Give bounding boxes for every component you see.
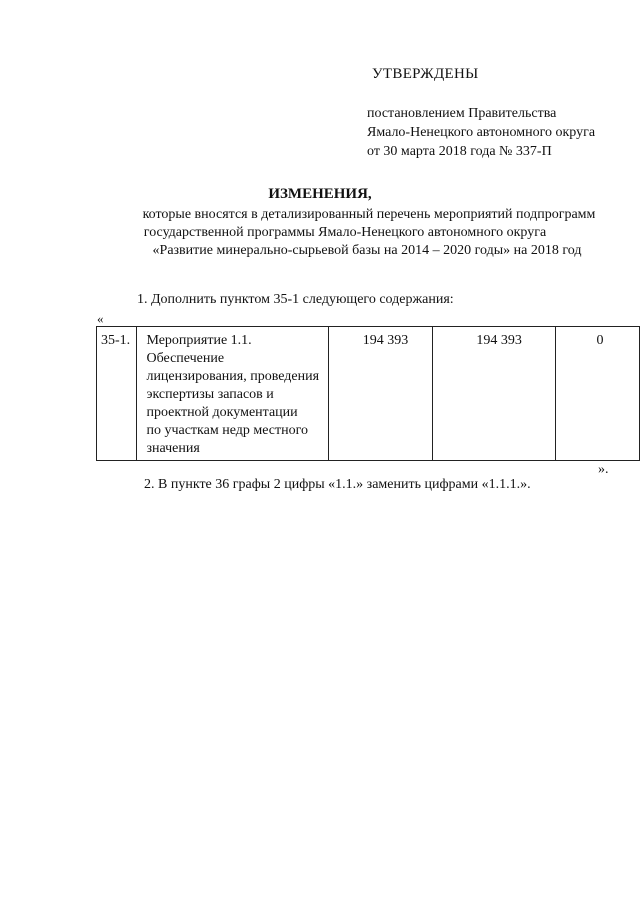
value-cell-3: 0	[555, 327, 639, 461]
decree-line: Ямало-Ненецкого автономного округа	[367, 125, 596, 140]
document-heading: ИЗМЕНЕНИЯ,	[268, 186, 372, 202]
row-number-cell: 35-1.	[97, 327, 137, 461]
amendment-item-1: 1. Дополнить пунктом 35-1 следующего содержания:	[137, 292, 454, 307]
description-line: лицензирования, проведения	[146, 369, 320, 384]
approval-stamp-title: УТВЕРЖДЕНЫ	[372, 66, 479, 82]
closing-quote: ».	[598, 462, 609, 477]
description-line: проектной документации	[146, 405, 298, 420]
value-cell-1: 194 393	[328, 327, 433, 461]
opening-quote: «	[97, 311, 104, 326]
document-subtitle	[0, 206, 640, 260]
activity-description-cell	[137, 327, 328, 461]
description-line: Мероприятие 1.1.	[146, 333, 252, 348]
description-line: Обеспечение	[146, 351, 225, 366]
description-line: значения	[146, 441, 200, 456]
description-line: экспертизы запасов и	[146, 387, 274, 402]
amendment-table	[96, 326, 640, 461]
decree-line: от 30 марта 2018 года № 337-П	[367, 144, 552, 159]
table-row	[97, 327, 640, 461]
subtitle-line: «Развитие минерально-сырьевой базы на 2014 – 2020 годы» на 2018 год	[152, 243, 582, 258]
decree-line: постановлением Правительства	[367, 106, 557, 121]
subtitle-line: которые вносятся в детализированный перечень мероприятий подпрограмм	[142, 207, 596, 222]
amendment-item-2: 2. В пункте 36 графы 2 цифры «1.1.» заменить цифрами «1.1.1.».	[144, 477, 531, 492]
value-cell-2: 194 393	[433, 327, 556, 461]
decree-reference	[367, 104, 595, 161]
description-line: по участкам недр местного	[146, 423, 308, 438]
subtitle-line: государственной программы Ямало-Ненецкого автономного округа	[143, 225, 547, 240]
